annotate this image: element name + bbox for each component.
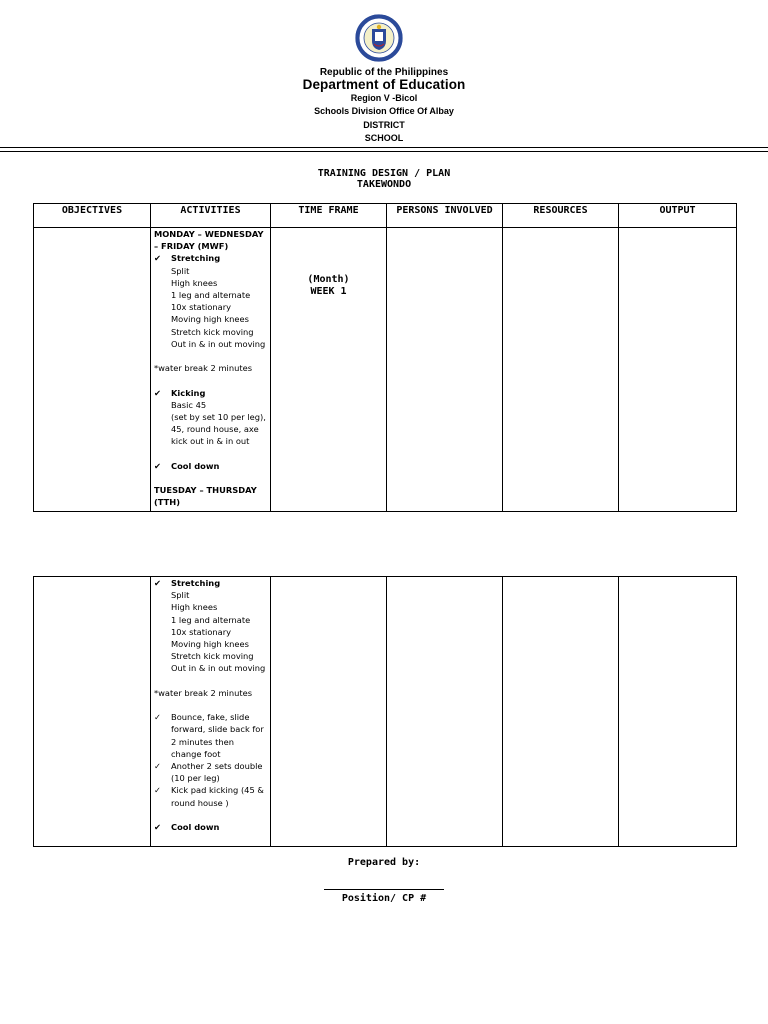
list-item: ✔ Stretching xyxy=(154,578,221,588)
schedule-tth: TUESDAY – THURSDAY (TTH) xyxy=(154,485,257,508)
list-item: 1 leg and alternate 10x stationary xyxy=(171,614,251,637)
checkmark-icon: ✔ xyxy=(154,822,161,833)
checkmark-icon: ✔ xyxy=(154,387,161,398)
list-item: Moving high knees xyxy=(171,639,249,650)
water-break-note: *water break 2 minutes xyxy=(154,363,253,374)
resources-cell xyxy=(503,577,619,847)
time-frame-cell xyxy=(271,228,387,512)
list-item: ✓ Another 2 sets double (10 per leg) xyxy=(154,761,263,784)
table-row xyxy=(34,577,737,847)
checkmark-icon: ✓ xyxy=(154,761,161,772)
activities-cell xyxy=(151,228,271,512)
schedule-mwf: MONDAY – WEDNESDAY – FRIDAY (MWF) xyxy=(154,229,264,252)
prepared-by-label: Prepared by: xyxy=(347,857,421,868)
checkmark-icon: ✔ xyxy=(154,460,161,471)
header-objectives: OBJECTIVES xyxy=(34,204,151,228)
training-plan-table xyxy=(33,203,737,512)
list-item: 1 leg and alternate 10x stationary xyxy=(171,290,251,313)
list-item: ✔ Cool down xyxy=(154,460,220,471)
training-plan-table-continued xyxy=(33,576,737,847)
checkmark-icon: ✔ xyxy=(154,253,161,264)
objectives-cell xyxy=(34,228,151,512)
list-item: Basic 45 xyxy=(171,399,207,410)
header-rule-thick xyxy=(0,147,768,148)
republic-line: Republic of the Philippines xyxy=(319,67,449,78)
table-header-row xyxy=(34,204,737,228)
list-item: Split xyxy=(171,265,190,276)
list-item: Out in & in out moving xyxy=(171,338,266,349)
header-output: OUTPUT xyxy=(619,204,737,228)
region-line: Region V -Bicol xyxy=(350,93,418,103)
water-break-note: *water break 2 minutes xyxy=(154,687,253,698)
time-week: WEEK 1 xyxy=(310,286,347,297)
checkmark-icon: ✓ xyxy=(154,712,161,723)
district-line: DISTRICT xyxy=(363,120,405,130)
header-rule-thin xyxy=(0,151,768,152)
checkmark-icon: ✔ xyxy=(154,578,161,588)
header-time-frame: TIME FRAME xyxy=(271,204,387,228)
header-resources: RESOURCES xyxy=(503,204,619,228)
list-item: Stretch kick moving xyxy=(171,326,254,337)
position-label: Position/ CP # xyxy=(341,893,427,904)
output-cell xyxy=(619,228,737,512)
document-subtitle: TAKEWONDO xyxy=(356,179,412,190)
list-item: Out in & in out moving xyxy=(171,663,266,674)
list-item: (set by set 10 per leg), 45, round house, axe kick out in & in out xyxy=(171,412,266,447)
list-item: Stretch kick moving xyxy=(171,651,254,662)
checkmark-icon: ✓ xyxy=(154,785,161,796)
list-item: High knees xyxy=(171,602,218,613)
list-item: Moving high knees xyxy=(171,314,249,325)
activities-cell xyxy=(151,577,271,847)
deped-seal-logo xyxy=(355,14,403,62)
time-frame-cell xyxy=(271,577,387,847)
table-row xyxy=(34,228,737,512)
list-item: ✔ Cool down xyxy=(154,822,220,833)
school-line: SCHOOL xyxy=(364,133,404,143)
list-item: ✔ Kicking xyxy=(154,387,206,398)
list-item: Split xyxy=(171,590,190,601)
list-item: ✓ Kick pad kicking (45 & round house ) xyxy=(154,785,264,808)
department-name: Department of Education xyxy=(302,77,466,92)
list-item: ✓ Bounce, fake, slide forward, slide back for 2 minutes then change foot xyxy=(154,712,264,759)
document-title: TRAINING DESIGN / PLAN xyxy=(317,168,451,179)
division-line: Schools Division Office Of Albay xyxy=(314,106,454,116)
header-activities: ACTIVITIES xyxy=(151,204,271,228)
objectives-cell xyxy=(34,577,151,847)
resources-cell xyxy=(503,228,619,512)
output-cell xyxy=(619,577,737,847)
persons-cell xyxy=(387,228,503,512)
persons-cell xyxy=(387,577,503,847)
signature-line xyxy=(324,889,444,890)
list-item: ✔ Stretching xyxy=(154,253,221,264)
list-item: High knees xyxy=(171,277,218,288)
header-persons-involved: PERSONS INVOLVED xyxy=(387,204,503,228)
time-month: (Month) xyxy=(307,274,350,285)
